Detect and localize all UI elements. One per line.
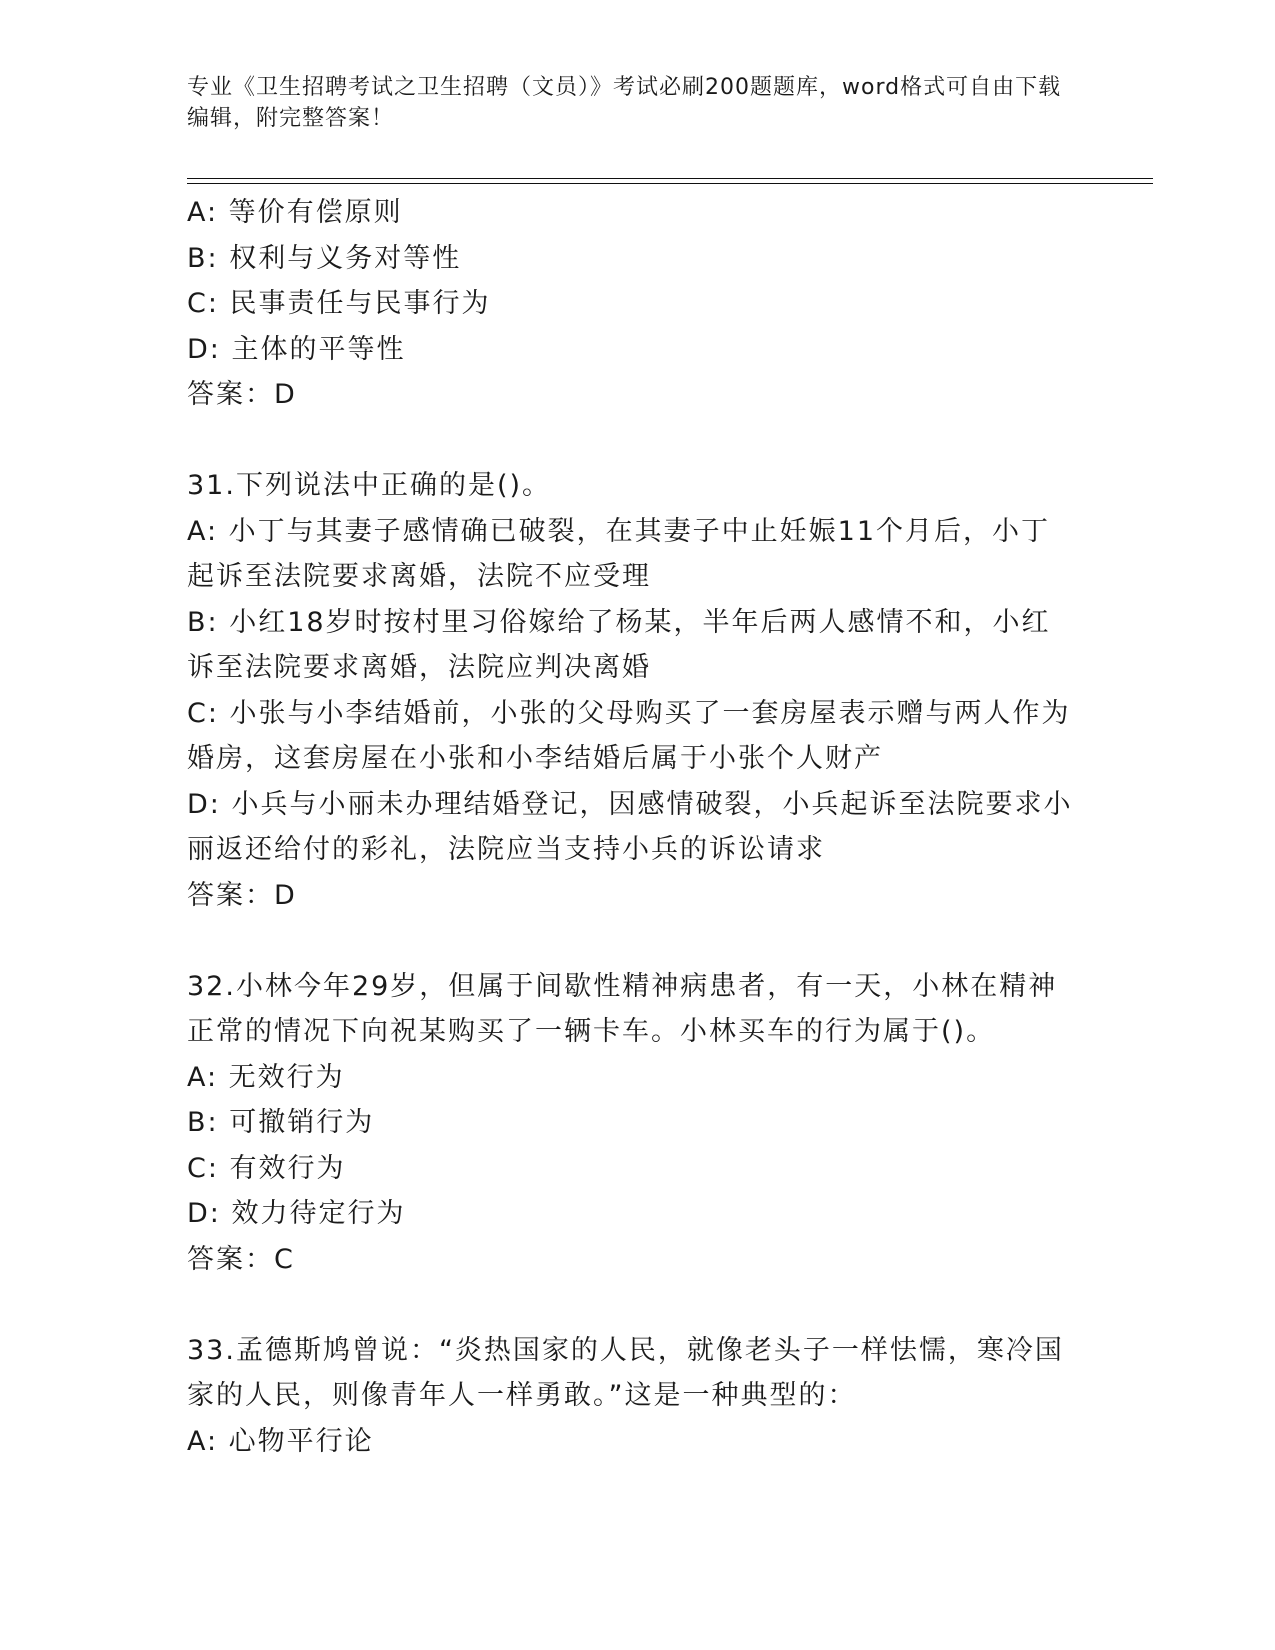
option-a: A: 无效行为 [187, 1061, 345, 1093]
option-c: C: 民事责任与民事行为 [187, 288, 491, 319]
spacer [187, 918, 1077, 964]
option-a: A: 心物平行论 [187, 1425, 374, 1457]
answer: 答案：D [187, 379, 297, 410]
answer: 答案：C [187, 1243, 295, 1275]
option-b: B: 可撤销行为 [187, 1107, 375, 1138]
question-32-block [187, 964, 1077, 1283]
option-d: D: 小兵与小丽未办理结婚登记，因感情破裂，小兵起诉至法院要求小丽返还给付的彩礼，法院应当支持小兵的诉讼请求 [187, 788, 1073, 865]
option-c: C: 小张与小李结婚前，小张的父母购买了一套房屋表示赠与两人作为婚房，这套房屋在小张和小李结婚后属于小张个人财产 [187, 697, 1071, 774]
option-d: D: 主体的平等性 [187, 333, 406, 365]
option-a: A: 等价有偿原则 [187, 197, 403, 228]
question-31-block [187, 463, 1077, 918]
page-header: 专业《卫生招聘考试之卫生招聘（文员）》考试必刷200题题库，word格式可自由下载编辑，附完整答案！ [187, 75, 1062, 131]
spacer [187, 418, 1077, 464]
question-stem: 32.小林今年29岁，但属于间歇性精神病患者，有一天，小林在精神正常的情况下向祝某购买了一辆卡车。小林买车的行为属于()。 [187, 970, 1058, 1047]
option-a: A: 小丁与其妻子感情确已破裂，在其妻子中止妊娠11个月后，小丁起诉至法院要求离婚，法院不应受理 [187, 515, 1051, 592]
header-divider-secondary [187, 183, 1153, 184]
question-stem: 33.孟德斯鸠曾说：“炎热国家的人民，就像老头子一样怯懦，寒冷国家的人民，则像青年人一样勇敢。”这是一种典型的： [187, 1334, 1064, 1411]
option-d: D: 效力待定行为 [187, 1198, 406, 1229]
question-30-block [187, 190, 1077, 418]
header-divider [187, 178, 1153, 179]
question-33-block [187, 1328, 1077, 1465]
option-b: B: 权利与义务对等性 [187, 242, 462, 274]
question-list [187, 190, 1077, 1464]
option-c: C: 有效行为 [187, 1152, 346, 1184]
spacer [187, 1282, 1077, 1328]
option-b: B: 小红18岁时按村里习俗嫁给了杨某，半年后两人感情不和，小红诉至法院要求离婚，法院应判决离婚 [187, 606, 1051, 683]
question-stem: 31.下列说法中正确的是()。 [187, 470, 552, 501]
answer: 答案：D [187, 879, 297, 911]
